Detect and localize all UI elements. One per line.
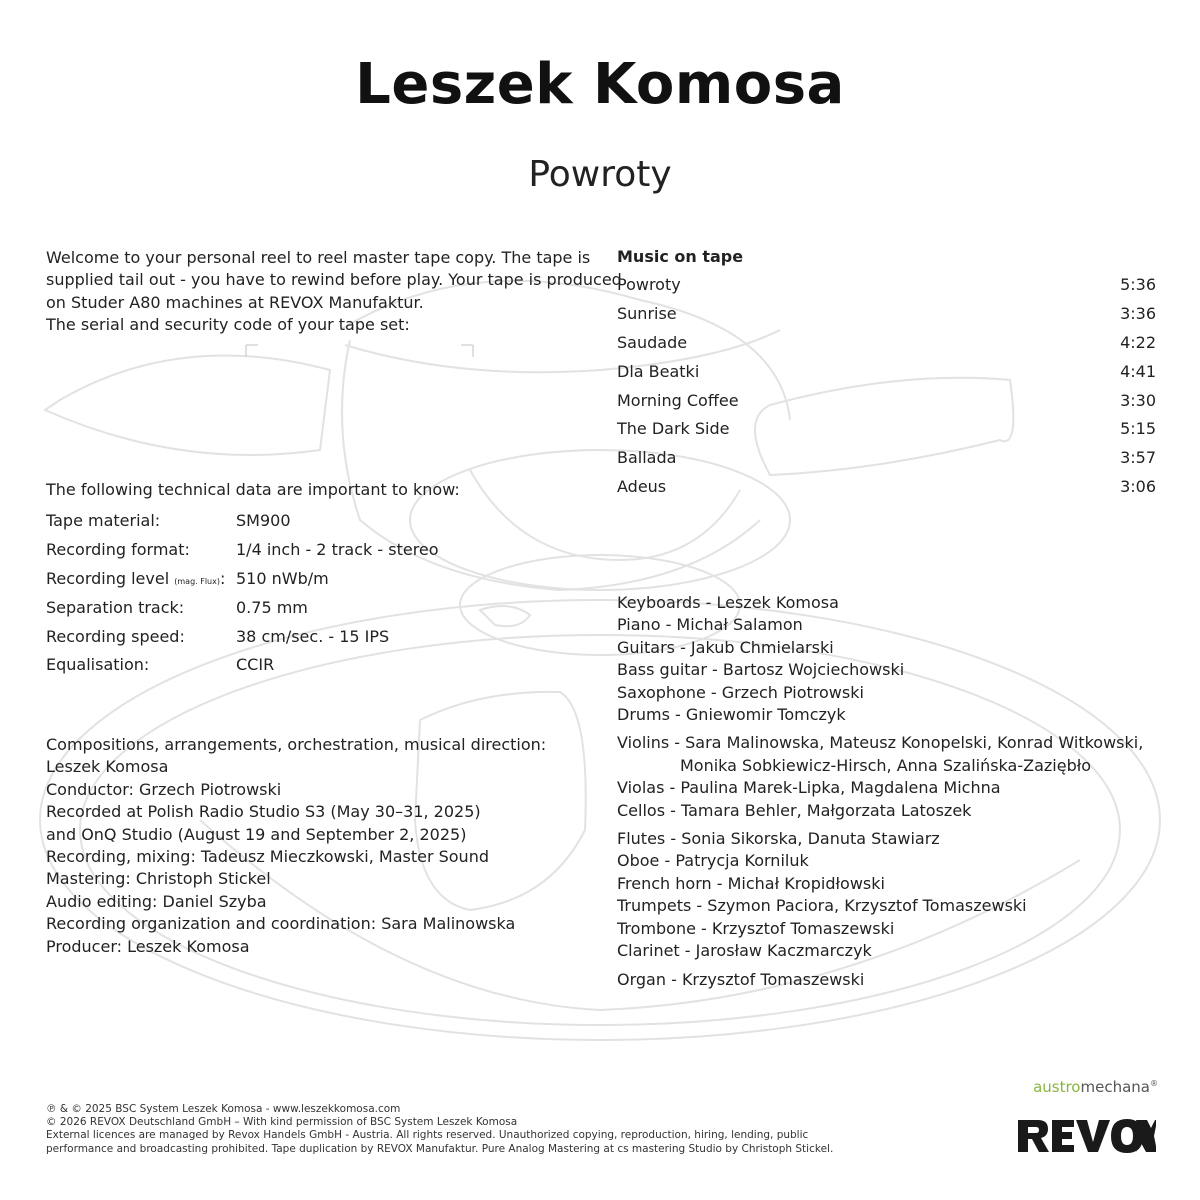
track-duration: 5:36 <box>1120 275 1156 294</box>
footer-line: External licences are managed by Revox Handels GmbH - Austria. All rights reserved. Unauthorized copying, reproduction, hiring, lending, public <box>46 1129 809 1142</box>
track-title: Dla Beatki <box>617 362 700 381</box>
track-duration: 3:06 <box>1120 477 1156 496</box>
tech-value: 1/4 inch - 2 track - stereo <box>236 540 439 559</box>
musicians-list <box>617 592 1143 991</box>
musician-line-violas: Violas - Paulina Marek-Lipka, Magdalena Michna <box>617 778 1001 798</box>
musician-line: Piano - Michał Salamon <box>617 615 803 635</box>
tech-label: Tape material: <box>46 511 161 530</box>
artist-title: Leszek Komosa <box>355 52 845 117</box>
tech-row-separation-track <box>46 598 566 620</box>
production-credits <box>46 734 546 958</box>
track-duration: 3:57 <box>1120 448 1156 467</box>
track-title: Morning Coffee <box>617 391 739 410</box>
credit-line: Producer: Leszek Komosa <box>46 936 250 956</box>
musician-line: French horn - Michał Kropidłowski <box>617 873 885 893</box>
credit-line: Recording organization and coordination: Sara Malinowska <box>46 914 516 934</box>
tech-row-recording-level <box>46 569 566 591</box>
tech-value: 0.75 mm <box>236 598 308 617</box>
footer-line: ℗ & © 2025 BSC System Leszek Komosa - www.leszekkomosa.com <box>46 1103 401 1115</box>
tech-value: 510 nWb/m <box>236 569 329 588</box>
musician-line: Trumpets - Szymon Paciora, Krzysztof Tomaszewski <box>617 896 1027 916</box>
track-title: Ballada <box>617 448 677 467</box>
track-title: Sunrise <box>617 304 677 323</box>
musician-line: Drums - Gniewomir Tomczyk <box>617 705 846 725</box>
tech-label: Recording speed: <box>46 627 185 646</box>
tech-label: Equalisation: <box>46 655 150 674</box>
track-title: The Dark Side <box>617 419 730 438</box>
footer-line: performance and broadcasting prohibited. Tape duplication by REVOX Manufaktur. Pure Analog Mastering at cs mastering Studio by Christoph Stickel. <box>46 1142 834 1155</box>
tech-label: Recording format: <box>46 540 190 559</box>
credit-line: Compositions, arrangements, orchestration, musical direction: <box>46 735 547 754</box>
credit-line: Conductor: Grzech Piotrowski <box>46 779 282 799</box>
track-row <box>617 477 1156 499</box>
revox-logo <box>1018 1116 1156 1156</box>
intro-line: Welcome to your personal reel to reel master tape copy. The tape is <box>46 248 591 267</box>
musician-line: Guitars - Jakub Chmielarski <box>617 637 834 657</box>
credit-line: Audio editing: Daniel Szyba <box>46 891 267 911</box>
musician-line: Clarinet - Jarosław Kaczmarczyk <box>617 941 872 961</box>
track-title: Powroty <box>617 275 681 294</box>
austromechana-logo: austromechana® <box>1033 1078 1158 1096</box>
credit-line: Leszek Komosa <box>46 757 169 777</box>
intro-line: on Studer A80 machines at REVOX Manufaktur. <box>46 292 424 312</box>
track-row <box>617 304 1156 326</box>
musician-line: Saxophone - Grzech Piotrowski <box>617 682 864 702</box>
tech-row-tape-material <box>46 511 566 533</box>
musician-line: Organ - Krzysztof Tomaszewski <box>617 969 865 989</box>
tech-label: Recording level (mag. Flux): <box>46 569 226 588</box>
track-row <box>617 333 1156 355</box>
tech-value: CCIR <box>236 655 275 674</box>
track-row <box>617 391 1156 413</box>
track-duration: 3:36 <box>1120 304 1156 323</box>
musician-line: Bass guitar - Bartosz Wojciechowski <box>617 660 905 680</box>
credit-line: Recording, mixing: Tadeusz Mieczkowski, Master Sound <box>46 847 489 867</box>
credit-line: Mastering: Christoph Stickel <box>46 869 271 889</box>
tech-value: SM900 <box>236 511 291 530</box>
tech-label: Separation track: <box>46 598 185 617</box>
musician-line: Trombone - Krzysztof Tomaszewski <box>617 918 895 938</box>
musician-line-cellos: Cellos - Tamara Behler, Małgorzata Latoszek <box>617 800 972 820</box>
tech-value: 38 cm/sec. - 15 IPS <box>236 627 390 646</box>
track-title: Saudade <box>617 333 688 352</box>
tech-row-recording-speed <box>46 627 566 649</box>
track-title: Adeus <box>617 477 667 496</box>
musician-line-violins: Violins - Sara Malinowska, Mateusz Konopelski, Konrad Witkowski, <box>617 733 1144 753</box>
track-row <box>617 448 1156 470</box>
track-row <box>617 419 1156 441</box>
musician-line-violins-continued: Monika Sobkiewicz-Hirsch, Anna Szalińska-Zaziębło <box>680 755 1092 775</box>
musician-line: Flutes - Sonia Sikorska, Danuta Stawiarz <box>617 829 940 849</box>
footer-line: © 2026 REVOX Deutschland GmbH – With kind permission of BSC System Leszek Komosa <box>46 1116 518 1129</box>
track-row <box>617 275 1156 297</box>
musician-line: Keyboards - Leszek Komosa <box>617 593 839 612</box>
musician-line: Oboe - Patrycja Korniluk <box>617 851 809 871</box>
music-on-tape-heading: Music on tape <box>617 247 744 266</box>
credit-line: and OnQ Studio (August 19 and September 2, 2025) <box>46 824 467 844</box>
track-duration: 4:22 <box>1120 333 1156 352</box>
intro-line: supplied tail out - you have to rewind before play. Your tape is produced <box>46 270 622 290</box>
track-duration: 3:30 <box>1120 391 1156 410</box>
intro-line: The serial and security code of your tape set: <box>46 315 410 335</box>
intro-paragraph <box>46 247 622 337</box>
tech-row-recording-format <box>46 540 566 562</box>
album-title: Powroty <box>528 154 672 195</box>
track-duration: 4:41 <box>1120 362 1156 381</box>
tech-row-equalisation <box>46 655 566 677</box>
track-row <box>617 362 1156 384</box>
credit-line: Recorded at Polish Radio Studio S3 (May 30–31, 2025) <box>46 802 481 822</box>
copyright-footer <box>46 1103 833 1156</box>
track-duration: 5:15 <box>1120 419 1156 438</box>
technical-heading: The following technical data are important to know: <box>46 480 460 499</box>
